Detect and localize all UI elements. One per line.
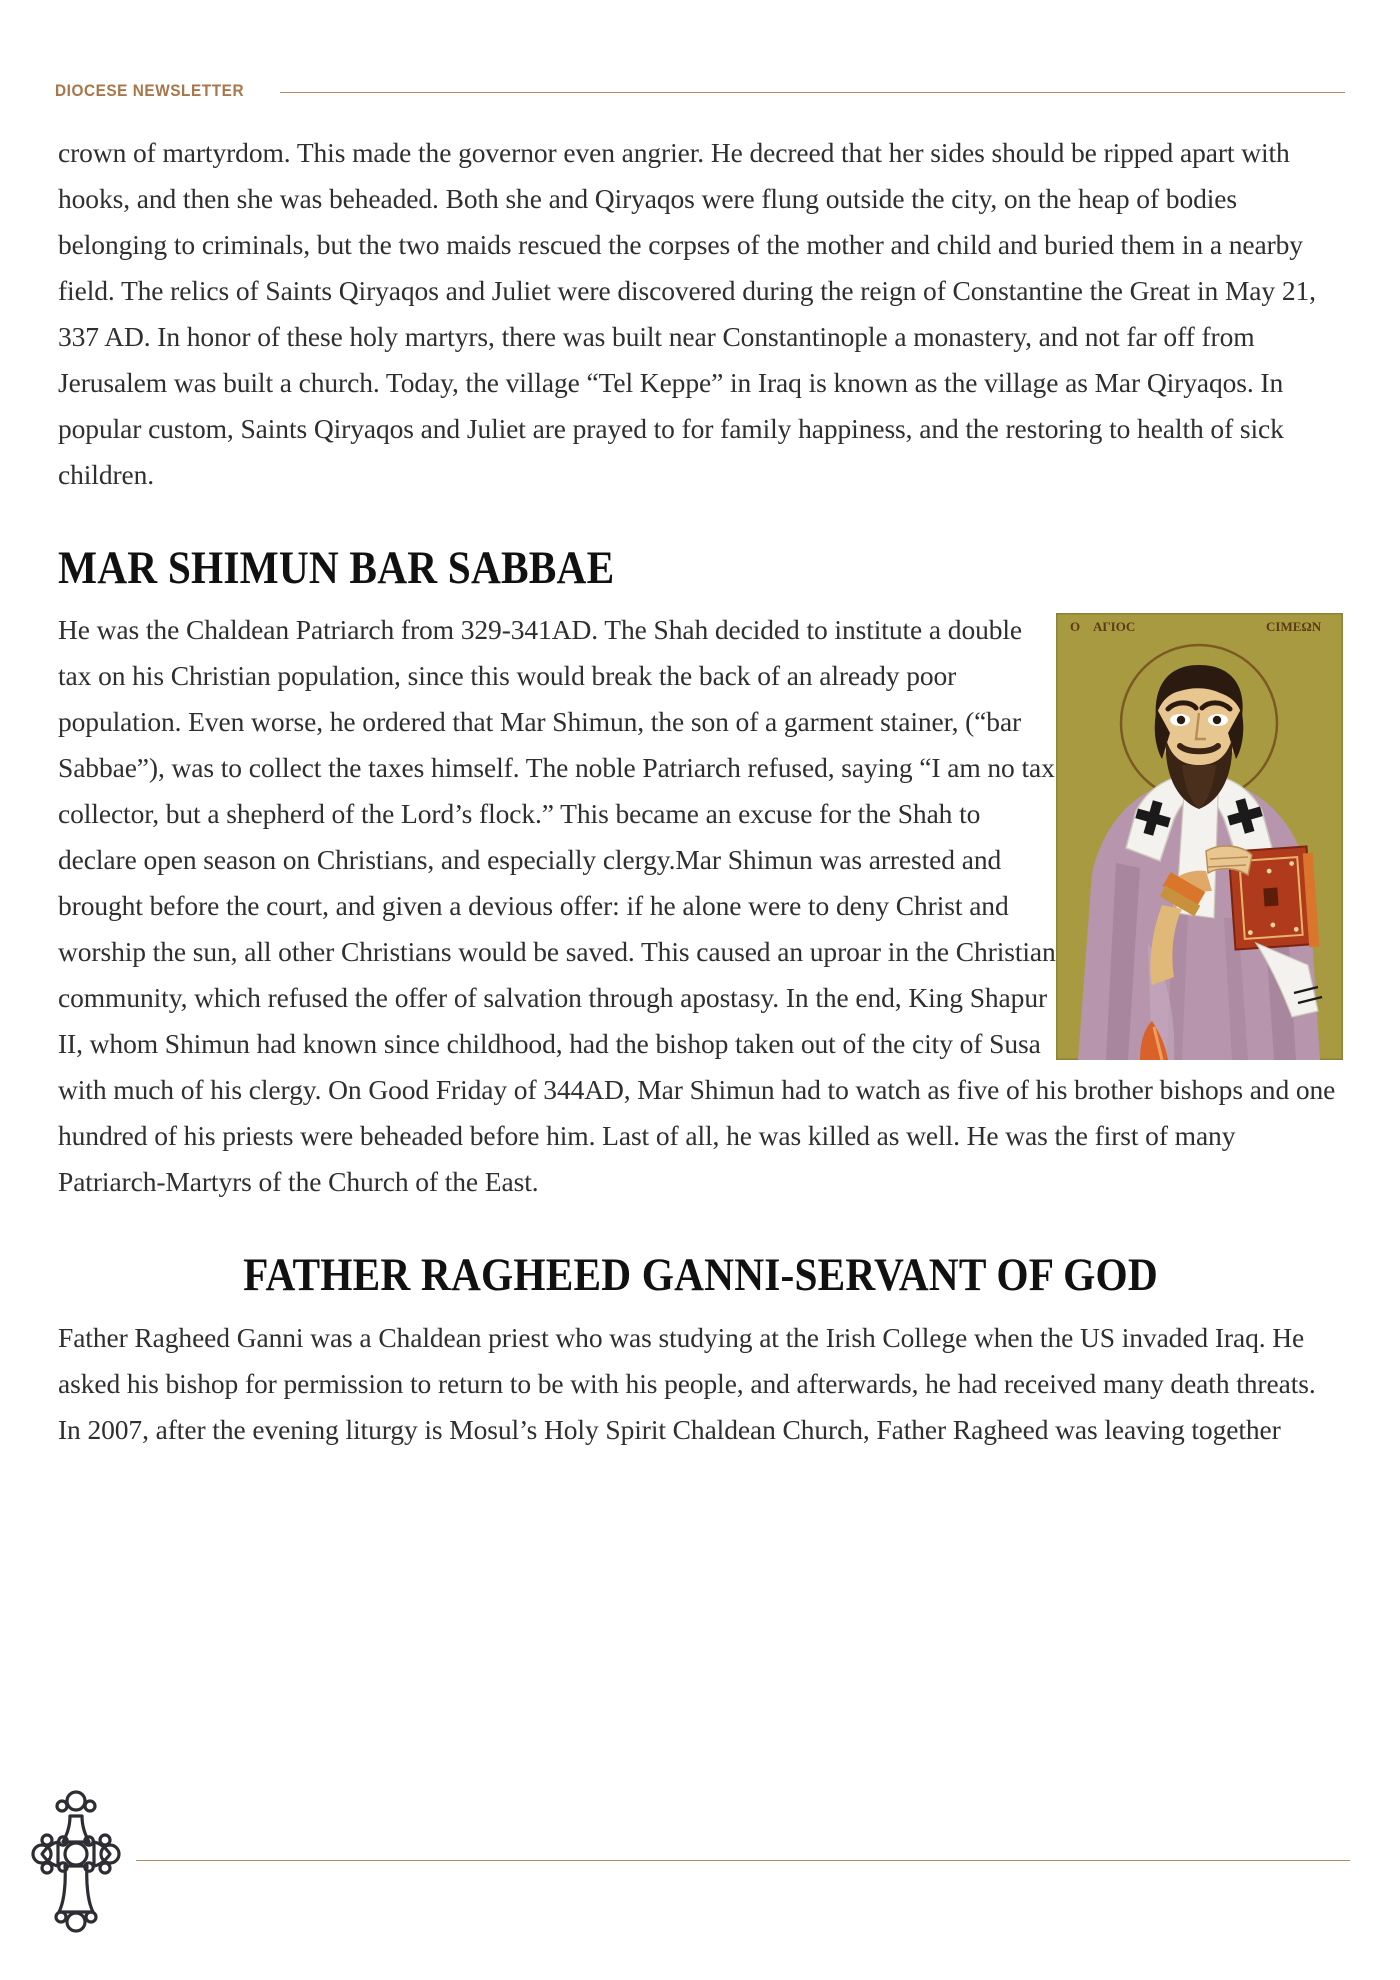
spacer [58,1205,1343,1251]
paragraph-continued: crown of martyrdom. This made the governor even angrier. He decreed that her sides should be ripped apart with hooks, and then she was beheaded. Both she and Qiryaqos were flung outside the city, on the heap of bodies belonging to criminals, but the two maids rescued the corpses of the mother and child and buried them in a nearby field. The relics of Saints Qiryaqos and Juliet were discovered during the reign of Constantine the Great in May 21, 337 AD. In honor of these holy martyrs, there was built near Constantinople a monastery, and not far off from Jerusalem was built a church. Today, the village “Tel Keppe” in Iraq is known as the village as Mar Qiryaqos. In popular custom, Saints Qiryaqos and Juliet are prayed to for family happiness, and the restoring to health of sick children. [58,137,1316,490]
section-body-father-ragheed: Father Ragheed Ganni was a Chaldean priest who was studying at the Irish College when the US invaded Iraq. He asked his bishop for permission to return to be with his people, and afterwards, he had received many death threats. In 2007, after the evening liturgy is Mosul’s Holy Spirit Chaldean Church, Father Ragheed was leaving together [58,1321,1316,1445]
chaldean-cross-icon [30,1786,122,1936]
article-body [58,130,1343,1453]
page-footer [30,1786,1350,1936]
spacer [58,498,1343,544]
page-header [55,82,1345,101]
svg-text:CΙΜΕΩΝ: CΙΜΕΩΝ [1266,619,1322,635]
spacer [58,593,1343,607]
section-heading-mar-shimun: MAR SHIMUN BAR SABBAE [58,542,615,594]
saint-icon-illustration [1056,613,1343,1060]
section-body-mar-shimun: He was the Chaldean Patriarch from 329-341AD. The Shah decided to institute a double tax on his Christian population, since this would break the back of an already poor population. Even worse, he ordered that Mar Shimun, the son of a garment stainer, (“bar Sabbae”), was to collect the taxes himself. The noble Patriarch refused, saying “I am no tax collector, but a shepherd of the Lord’s flock.” This became an excuse for the Shah to declare open season on Christians, and especially clergy.Mar Shimun was arrested and brought before the court, and given a devious offer: if he alone were to deny Christ and worship the sun, all other Christians would be saved. This caused an uproar in the Christian community, which refused the offer of salvation through apostasy. In the end, King Shapur II, whom Shimun had known since childhood, had the bishop taken out of the city of Susa with much of his clergy. On Good Friday of 344AD, Mar Shimun had to watch as five of his brother bishops and one hundred of his priests were beheaded before him. Last of all, he was killed as well. He was the first of many Patriarch-Martyrs of the Church of the East. [58,614,1336,1198]
header-divider [280,92,1345,93]
footer-divider [136,1860,1350,1861]
svg-text:O: O [1070,619,1081,635]
section-mar-shimun [58,607,1343,1205]
cross-ornament-glyph [30,1786,122,1936]
section-heading-father-ragheed: FATHER RAGHEED GANNI-SERVANT OF GOD [243,1249,1158,1302]
icon-mar-shimun-image [1056,613,1343,1060]
spacer [58,1301,1343,1315]
svg-text:ΑΓΙΟC: ΑΓΙΟC [1093,619,1136,635]
newsletter-kicker: DIOCESE NEWSLETTER [55,82,245,100]
